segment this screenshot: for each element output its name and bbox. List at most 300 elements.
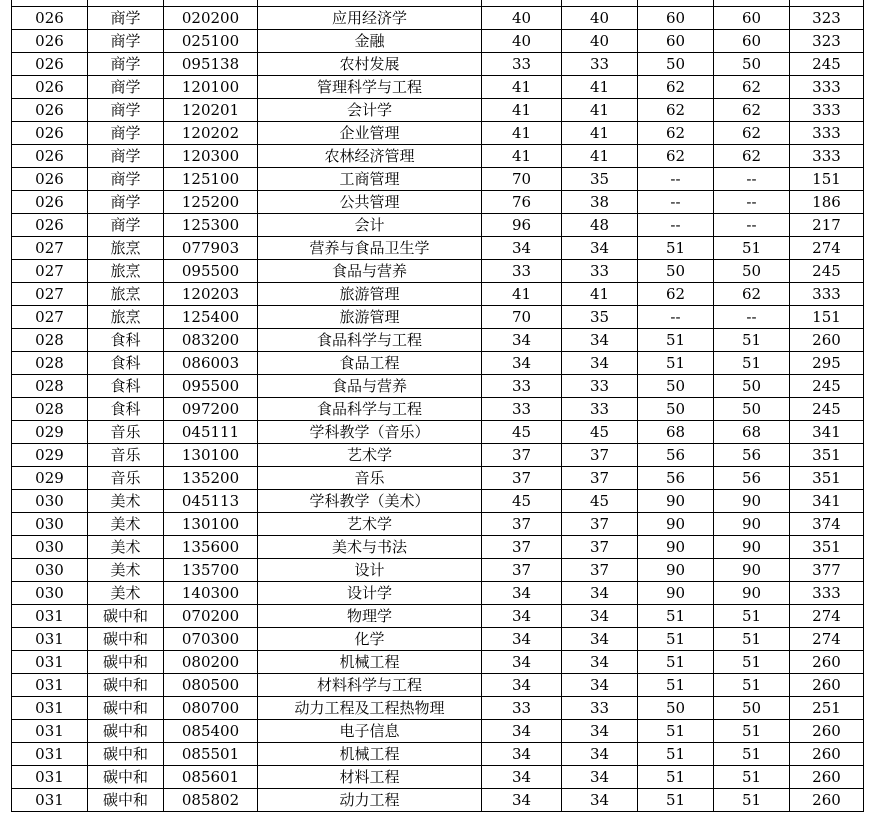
major-name-cell: 公共管理 (258, 191, 482, 214)
college-cell: 美术 (88, 582, 164, 605)
college-code-cell: 026 (12, 53, 88, 76)
college-cell: 碳中和 (88, 720, 164, 743)
subject1-score-cell: -- (638, 168, 714, 191)
foreign-language-score-cell: 35 (562, 306, 638, 329)
major-code-cell: 085601 (164, 766, 258, 789)
subject1-score-cell: 51 (638, 605, 714, 628)
subject2-score-cell: 51 (714, 789, 790, 812)
major-code-cell: 025100 (164, 30, 258, 53)
foreign-language-score-cell: 33 (562, 375, 638, 398)
major-name-cell: 食品科学与工程 (258, 329, 482, 352)
score-table-body (12, 0, 864, 812)
table-row (12, 260, 864, 283)
college-cell: 商学 (88, 191, 164, 214)
total-score-cell: 274 (790, 237, 864, 260)
total-score-cell: 377 (790, 559, 864, 582)
college-code-cell: 031 (12, 605, 88, 628)
subject2-score-cell: 51 (714, 605, 790, 628)
politics-score-cell: 34 (482, 237, 562, 260)
subject1-score-cell: 62 (638, 283, 714, 306)
major-name-cell: 应用经济学 (258, 7, 482, 30)
total-score-cell: 341 (790, 421, 864, 444)
foreign-language-score-cell: 38 (562, 191, 638, 214)
table-row (12, 697, 864, 720)
politics-score-cell: 34 (482, 651, 562, 674)
foreign-language-score-cell: 35 (562, 168, 638, 191)
college-code-cell: 026 (12, 99, 88, 122)
politics-score-cell: 34 (482, 743, 562, 766)
politics-score-cell: 41 (482, 145, 562, 168)
table-row (12, 306, 864, 329)
foreign-language-score-cell: 40 (562, 7, 638, 30)
college-cell: 音乐 (88, 444, 164, 467)
major-name-cell: 材料工程 (258, 766, 482, 789)
college-code-cell: 030 (12, 513, 88, 536)
college-cell: 商学 (88, 122, 164, 145)
table-row (12, 628, 864, 651)
table-row (12, 352, 864, 375)
foreign-language-score-cell: 41 (562, 145, 638, 168)
foreign-language-score-cell: 34 (562, 628, 638, 651)
major-code-cell: 085400 (164, 720, 258, 743)
total-score-cell: 251 (790, 697, 864, 720)
major-code-cell: 095500 (164, 260, 258, 283)
subject2-score-cell: 60 (714, 7, 790, 30)
college-cell: 商学 (88, 53, 164, 76)
total-score-cell: 245 (790, 53, 864, 76)
subject1-score-cell: 60 (638, 30, 714, 53)
major-code-cell: 125300 (164, 214, 258, 237)
subject2-score-cell: -- (714, 306, 790, 329)
subject2-score-cell: 60 (714, 30, 790, 53)
college-cell: 碳中和 (88, 743, 164, 766)
subject1-score-cell: 51 (638, 329, 714, 352)
politics-score-cell: 96 (482, 214, 562, 237)
major-name-cell: 化学 (258, 628, 482, 651)
subject2-score-cell: 51 (714, 766, 790, 789)
politics-score-cell: 33 (482, 697, 562, 720)
foreign-language-score-cell: 33 (562, 260, 638, 283)
politics-score-cell: 33 (482, 375, 562, 398)
major-code-cell: 045111 (164, 421, 258, 444)
college-cell: 碳中和 (88, 766, 164, 789)
subject2-score-cell: 51 (714, 674, 790, 697)
major-name-cell: 机械工程 (258, 743, 482, 766)
total-score-cell: 351 (790, 444, 864, 467)
total-score-cell: 333 (790, 145, 864, 168)
college-code-cell: 030 (12, 582, 88, 605)
table-row (12, 191, 864, 214)
college-code-cell: 028 (12, 398, 88, 421)
college-code-cell: 031 (12, 789, 88, 812)
major-code-cell: 097200 (164, 398, 258, 421)
major-name-cell: 金融 (258, 30, 482, 53)
table-row (12, 421, 864, 444)
table-row (12, 237, 864, 260)
foreign-language-score-cell: 37 (562, 444, 638, 467)
foreign-language-score-cell: 33 (562, 53, 638, 76)
total-score-cell: 217 (790, 214, 864, 237)
subject1-score-cell: 50 (638, 375, 714, 398)
major-code-cell: 080500 (164, 674, 258, 697)
college-cell: 食科 (88, 375, 164, 398)
subject2-score-cell: 62 (714, 283, 790, 306)
major-code-cell: 085802 (164, 789, 258, 812)
table-row (12, 398, 864, 421)
score-table-container (11, 0, 864, 812)
table-row (12, 30, 864, 53)
college-cell: 商学 (88, 7, 164, 30)
politics-score-cell: 34 (482, 628, 562, 651)
foreign-language-score-cell: 41 (562, 99, 638, 122)
total-score-cell: 260 (790, 766, 864, 789)
major-name-cell: 物理学 (258, 605, 482, 628)
major-code-cell: 120100 (164, 76, 258, 99)
major-code-cell: 095138 (164, 53, 258, 76)
foreign-language-score-cell: 41 (562, 283, 638, 306)
total-score-cell: 295 (790, 352, 864, 375)
foreign-language-score-cell: 34 (562, 651, 638, 674)
major-name-cell: 学科教学（美术） (258, 490, 482, 513)
total-score-cell: 323 (790, 7, 864, 30)
major-code-cell: 140300 (164, 582, 258, 605)
foreign-language-score-cell: 40 (562, 30, 638, 53)
foreign-language-score-cell: 37 (562, 513, 638, 536)
major-name-cell: 学科教学（音乐） (258, 421, 482, 444)
subject2-score-cell: 90 (714, 513, 790, 536)
major-code-cell: 120203 (164, 283, 258, 306)
table-row (12, 375, 864, 398)
major-name-cell: 农林经济管理 (258, 145, 482, 168)
subject1-score-cell: 51 (638, 720, 714, 743)
major-code-cell: 080700 (164, 697, 258, 720)
total-score-cell: 151 (790, 168, 864, 191)
college-code-cell: 031 (12, 628, 88, 651)
college-cell: 碳中和 (88, 605, 164, 628)
college-code-cell: 031 (12, 720, 88, 743)
subject2-score-cell: 51 (714, 352, 790, 375)
college-code-cell: 026 (12, 76, 88, 99)
major-name-cell: 电子信息 (258, 720, 482, 743)
total-score-cell: 260 (790, 789, 864, 812)
politics-score-cell: 41 (482, 99, 562, 122)
college-cell: 商学 (88, 145, 164, 168)
subject2-score-cell: 51 (714, 237, 790, 260)
total-score-cell: 245 (790, 398, 864, 421)
subject2-score-cell: 68 (714, 421, 790, 444)
table-row (12, 99, 864, 122)
major-name-cell: 旅游管理 (258, 306, 482, 329)
major-name-cell: 食品与营养 (258, 260, 482, 283)
foreign-language-score-cell: 45 (562, 490, 638, 513)
subject2-score-cell: -- (714, 168, 790, 191)
total-score-cell: 341 (790, 490, 864, 513)
politics-score-cell: 34 (482, 674, 562, 697)
subject1-score-cell: 50 (638, 398, 714, 421)
table-row (12, 766, 864, 789)
major-name-cell: 营养与食品卫生学 (258, 237, 482, 260)
college-code-cell: 029 (12, 444, 88, 467)
total-score-cell: 260 (790, 720, 864, 743)
politics-score-cell: 33 (482, 53, 562, 76)
college-cell: 旅烹 (88, 237, 164, 260)
major-name-cell: 艺术学 (258, 513, 482, 536)
total-score-cell: 245 (790, 260, 864, 283)
politics-score-cell: 37 (482, 559, 562, 582)
table-row (12, 720, 864, 743)
major-code-cell: 120202 (164, 122, 258, 145)
total-score-cell: 245 (790, 375, 864, 398)
college-cell: 音乐 (88, 421, 164, 444)
subject2-score-cell: 51 (714, 628, 790, 651)
major-name-cell: 食品科学与工程 (258, 398, 482, 421)
college-cell: 商学 (88, 168, 164, 191)
major-name-cell: 美术与书法 (258, 536, 482, 559)
subject2-score-cell: 50 (714, 398, 790, 421)
college-cell: 碳中和 (88, 628, 164, 651)
total-score-cell: 351 (790, 467, 864, 490)
college-code-cell: 031 (12, 743, 88, 766)
major-code-cell: 120201 (164, 99, 258, 122)
politics-score-cell: 34 (482, 789, 562, 812)
total-score-cell: 260 (790, 743, 864, 766)
subject2-score-cell: 51 (714, 743, 790, 766)
politics-score-cell: 40 (482, 30, 562, 53)
major-code-cell: 130100 (164, 513, 258, 536)
major-code-cell: 085501 (164, 743, 258, 766)
politics-score-cell: 34 (482, 329, 562, 352)
subject2-score-cell: 90 (714, 559, 790, 582)
table-row (12, 283, 864, 306)
major-name-cell: 会计 (258, 214, 482, 237)
college-code-cell: 031 (12, 766, 88, 789)
subject1-score-cell: 56 (638, 444, 714, 467)
college-cell: 美术 (88, 490, 164, 513)
college-code-cell: 030 (12, 536, 88, 559)
major-code-cell: 083200 (164, 329, 258, 352)
subject2-score-cell: 62 (714, 145, 790, 168)
foreign-language-score-cell: 41 (562, 76, 638, 99)
subject1-score-cell: 51 (638, 651, 714, 674)
major-name-cell: 机械工程 (258, 651, 482, 674)
subject1-score-cell: 51 (638, 237, 714, 260)
college-code-cell: 027 (12, 237, 88, 260)
table-row (12, 605, 864, 628)
major-name-cell: 音乐 (258, 467, 482, 490)
college-cell: 美术 (88, 536, 164, 559)
college-code-cell: 031 (12, 651, 88, 674)
subject1-score-cell: 50 (638, 53, 714, 76)
college-code-cell: 031 (12, 697, 88, 720)
total-score-cell: 260 (790, 651, 864, 674)
college-code-cell: 030 (12, 559, 88, 582)
foreign-language-score-cell: 34 (562, 352, 638, 375)
college-cell: 碳中和 (88, 651, 164, 674)
subject2-score-cell: 56 (714, 467, 790, 490)
major-name-cell: 艺术学 (258, 444, 482, 467)
college-code-cell: 026 (12, 168, 88, 191)
total-score-cell: 333 (790, 283, 864, 306)
politics-score-cell: 45 (482, 421, 562, 444)
subject2-score-cell: 51 (714, 720, 790, 743)
major-name-cell: 工商管理 (258, 168, 482, 191)
major-code-cell: 135200 (164, 467, 258, 490)
college-cell: 食科 (88, 352, 164, 375)
total-score-cell: 274 (790, 605, 864, 628)
college-code-cell: 031 (12, 674, 88, 697)
table-row (12, 145, 864, 168)
total-score-cell: 351 (790, 536, 864, 559)
major-name-cell: 动力工程及工程热物理 (258, 697, 482, 720)
table-row (12, 444, 864, 467)
college-cell: 音乐 (88, 467, 164, 490)
major-code-cell: 130100 (164, 444, 258, 467)
table-row (12, 743, 864, 766)
subject1-score-cell: -- (638, 191, 714, 214)
table-row (12, 536, 864, 559)
college-code-cell: 026 (12, 7, 88, 30)
major-code-cell: 135600 (164, 536, 258, 559)
politics-score-cell: 37 (482, 444, 562, 467)
politics-score-cell: 45 (482, 490, 562, 513)
college-cell: 商学 (88, 30, 164, 53)
major-name-cell: 设计 (258, 559, 482, 582)
subject1-score-cell: 51 (638, 743, 714, 766)
major-name-cell: 材料科学与工程 (258, 674, 482, 697)
table-row (12, 53, 864, 76)
major-code-cell: 125400 (164, 306, 258, 329)
subject1-score-cell: 68 (638, 421, 714, 444)
foreign-language-score-cell: 33 (562, 697, 638, 720)
foreign-language-score-cell: 37 (562, 467, 638, 490)
score-table (11, 0, 864, 812)
politics-score-cell: 34 (482, 766, 562, 789)
politics-score-cell: 76 (482, 191, 562, 214)
major-code-cell: 095500 (164, 375, 258, 398)
college-code-cell: 027 (12, 306, 88, 329)
major-name-cell: 农村发展 (258, 53, 482, 76)
foreign-language-score-cell: 34 (562, 605, 638, 628)
major-code-cell: 020200 (164, 7, 258, 30)
table-row (12, 582, 864, 605)
subject2-score-cell: 51 (714, 651, 790, 674)
total-score-cell: 333 (790, 76, 864, 99)
college-cell: 美术 (88, 559, 164, 582)
major-name-cell: 食品工程 (258, 352, 482, 375)
politics-score-cell: 70 (482, 306, 562, 329)
major-code-cell: 070300 (164, 628, 258, 651)
major-code-cell: 077903 (164, 237, 258, 260)
foreign-language-score-cell: 41 (562, 122, 638, 145)
subject2-score-cell: 50 (714, 697, 790, 720)
college-cell: 商学 (88, 214, 164, 237)
total-score-cell: 333 (790, 582, 864, 605)
total-score-cell: 151 (790, 306, 864, 329)
table-row (12, 122, 864, 145)
table-row (12, 467, 864, 490)
subject2-score-cell: 50 (714, 375, 790, 398)
table-row (12, 674, 864, 697)
table-row (12, 490, 864, 513)
subject2-score-cell: 50 (714, 260, 790, 283)
foreign-language-score-cell: 34 (562, 766, 638, 789)
college-code-cell: 028 (12, 375, 88, 398)
politics-score-cell: 34 (482, 605, 562, 628)
foreign-language-score-cell: 33 (562, 398, 638, 421)
subject1-score-cell: 62 (638, 99, 714, 122)
subject1-score-cell: 51 (638, 352, 714, 375)
subject2-score-cell: -- (714, 214, 790, 237)
politics-score-cell: 41 (482, 283, 562, 306)
politics-score-cell: 34 (482, 352, 562, 375)
politics-score-cell: 37 (482, 513, 562, 536)
subject1-score-cell: 50 (638, 697, 714, 720)
table-row (12, 168, 864, 191)
college-code-cell: 027 (12, 283, 88, 306)
total-score-cell: 333 (790, 99, 864, 122)
subject2-score-cell: 90 (714, 536, 790, 559)
subject2-score-cell: 62 (714, 122, 790, 145)
foreign-language-score-cell: 45 (562, 421, 638, 444)
subject2-score-cell: -- (714, 191, 790, 214)
foreign-language-score-cell: 34 (562, 743, 638, 766)
college-code-cell: 026 (12, 30, 88, 53)
subject1-score-cell: 51 (638, 766, 714, 789)
table-row (12, 76, 864, 99)
foreign-language-score-cell: 34 (562, 789, 638, 812)
college-code-cell: 028 (12, 352, 88, 375)
subject1-score-cell: 60 (638, 7, 714, 30)
table-row (12, 559, 864, 582)
subject1-score-cell: 51 (638, 628, 714, 651)
total-score-cell: 333 (790, 122, 864, 145)
table-row (12, 513, 864, 536)
major-name-cell: 管理科学与工程 (258, 76, 482, 99)
college-cell: 美术 (88, 513, 164, 536)
table-row (12, 214, 864, 237)
politics-score-cell: 70 (482, 168, 562, 191)
politics-score-cell: 33 (482, 398, 562, 421)
politics-score-cell: 41 (482, 122, 562, 145)
college-code-cell: 026 (12, 122, 88, 145)
subject2-score-cell: 90 (714, 490, 790, 513)
subject2-score-cell: 90 (714, 582, 790, 605)
college-code-cell: 027 (12, 260, 88, 283)
college-cell: 碳中和 (88, 697, 164, 720)
total-score-cell: 186 (790, 191, 864, 214)
subject2-score-cell: 56 (714, 444, 790, 467)
college-cell: 食科 (88, 398, 164, 421)
college-code-cell: 030 (12, 490, 88, 513)
subject2-score-cell: 62 (714, 76, 790, 99)
major-code-cell: 125100 (164, 168, 258, 191)
college-code-cell: 026 (12, 191, 88, 214)
subject1-score-cell: 56 (638, 467, 714, 490)
total-score-cell: 374 (790, 513, 864, 536)
major-name-cell: 旅游管理 (258, 283, 482, 306)
major-code-cell: 080200 (164, 651, 258, 674)
college-code-cell: 029 (12, 467, 88, 490)
college-cell: 食科 (88, 329, 164, 352)
politics-score-cell: 33 (482, 260, 562, 283)
college-cell: 商学 (88, 76, 164, 99)
foreign-language-score-cell: 37 (562, 536, 638, 559)
politics-score-cell: 37 (482, 467, 562, 490)
major-code-cell: 086003 (164, 352, 258, 375)
college-code-cell: 028 (12, 329, 88, 352)
table-row (12, 789, 864, 812)
politics-score-cell: 34 (482, 720, 562, 743)
